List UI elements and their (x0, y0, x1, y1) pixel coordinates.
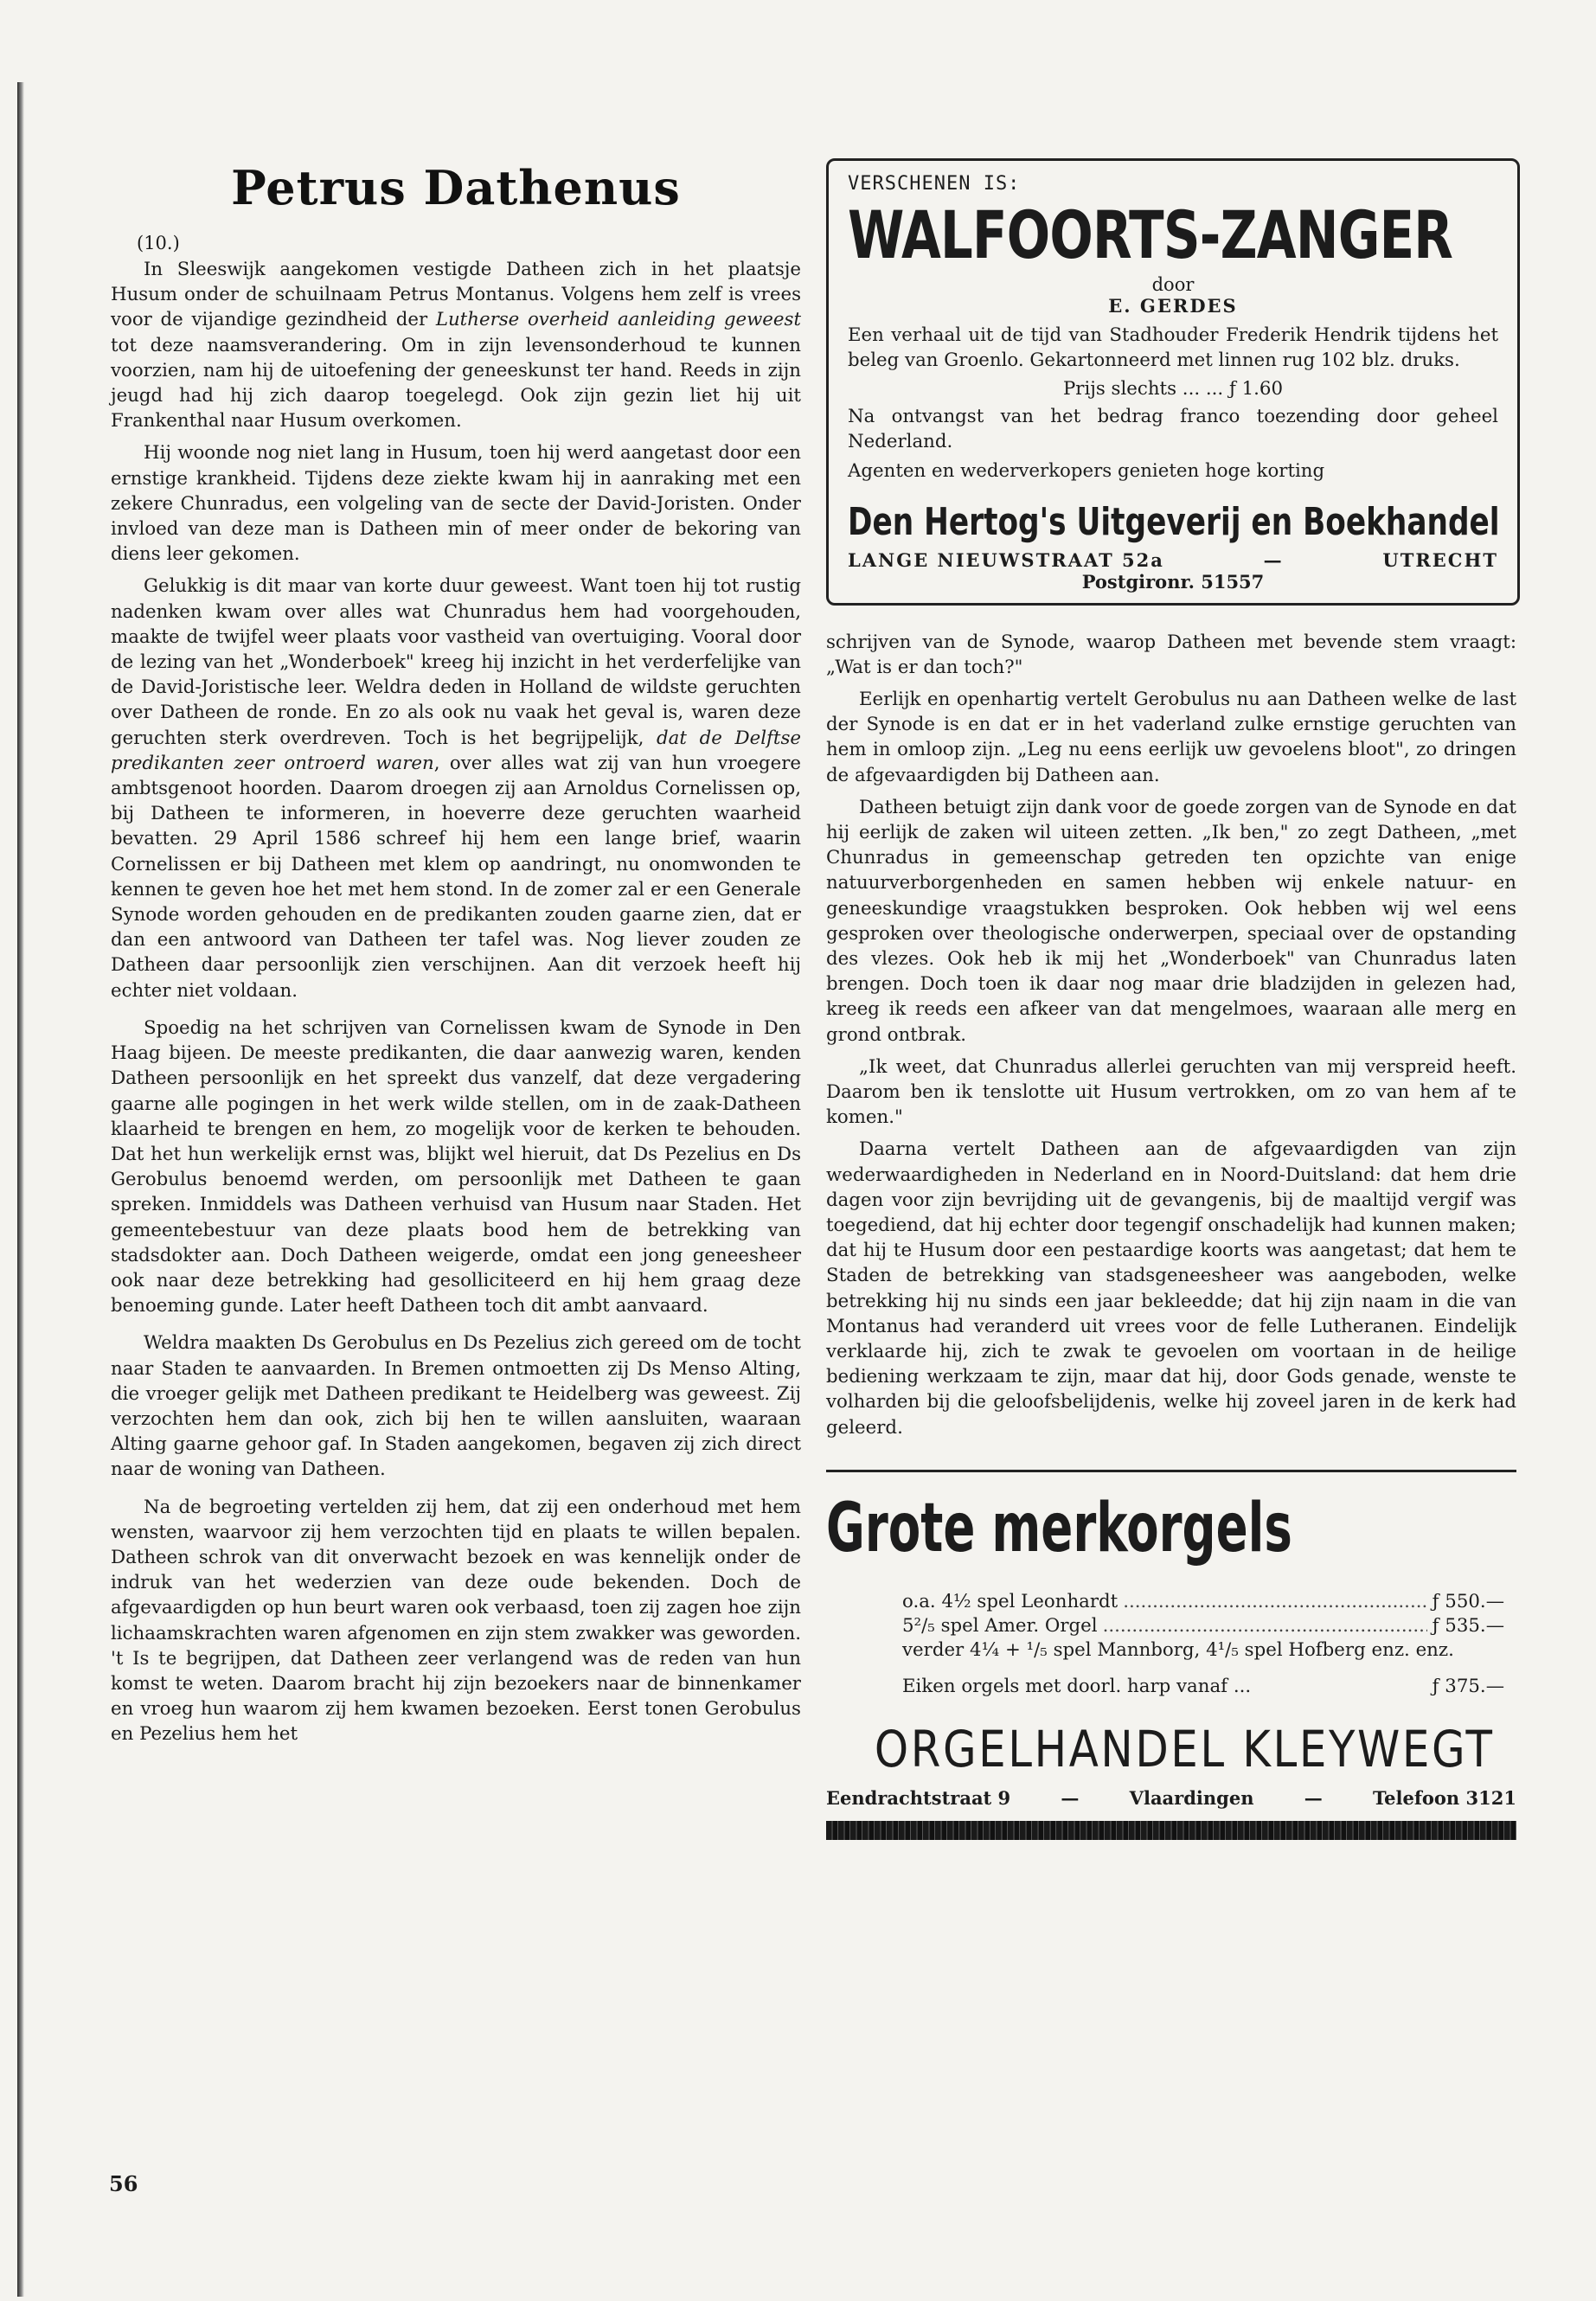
organ-ad-title: Grote merkorgels (826, 1489, 1292, 1567)
divider (826, 1470, 1516, 1472)
left-column (111, 160, 801, 1754)
paragraph: Weldra maakten Ds Gerobulus en Ds Pezelius zich gereed om de tocht naar Staden te aanvaarden. In Bremen ontmoetten zij Ds Menso Alting, die vroeger gelijk met Datheen predikant te Heidelberg was geweest. Zij verzochten hem dan ook, zich bij hen te willen aansluiten, waaraan Alting gaarne gehoor gaf. In Staden aangekomen, begaven zij zich direct naar de woning van Datheen. (111, 1332, 801, 1481)
organ-offer-list (902, 1590, 1504, 1699)
right-text (826, 630, 1516, 1440)
organ-advertisement (826, 1490, 1516, 1840)
publisher-street: LANGE NIEUWSTRAAT 52a (848, 548, 1164, 571)
paragraph: Hij woonde nog niet lang in Husum, toen hij werd aangetast door een ernstige krankheid. Tijdens deze ziekte kwam hij in aanraking met een zekere Chunradus, een volgeling van de secte der David-Joristen. Onder invloed van deze man is Datheen min of meer onder de bekoring van diens leer gekomen. (111, 442, 801, 566)
page-number: 56 (109, 2171, 138, 2196)
publisher-giro: Postgironr. 51557 (1081, 570, 1265, 593)
paragraph: Gelukkig is dit maar van korte duur geweest. Want toen hij tot rustig nadenken kwam over alles wat Chunradus hem had voorgehouden, maakte de twijfel weer plaats voor vastheid van overtuiging. Vooral door de lezing van het „Wonderboek" kreeg hij inzicht in het verderfelijke van de David-Joristische leer. Weldra deden in Holland de wildste geruchten over Datheen de ronde. En zo als ook nu vaak het geval is, waren deze geruchten sterk overdreven. Toch is het begrijpelijk, dat de Delftse predikanten zeer ontroerd waren, over alles wat zij van hun vroegere ambtsgenoot hoorden. Daarom droegen zij aan Arnoldus Cornelissen op, bij Datheen te informeren, in hoeverre deze geruchten waarheid bevatten. 29 April 1586 schreef hij hem een lange brief, waarin Cornelissen er bij Datheen met klem op aandringt, nu onomwonden te kennen te geven hoe het met hem stond. In de zomer zal er een Generale Synode worden gehouden en de predikanten zouden gaarne zien, dat er dan een antwoord van Datheen ter tafel was. Nog liever zouden ze Datheen daar persoonlijk zien verschijnen. Aan dit verzoek heeft hij echter niet voldaan. (111, 575, 801, 1002)
list-item: 5²/₅ spel Amer. Orgel ..... ƒ 535.— (902, 1614, 1504, 1638)
agents-note: Agenten en wederverkopers genieten hoge korting (848, 460, 1325, 482)
dealer-contact: Eendrachtstraat 9 — Vlaardingen — Telefoon 3121 (826, 1786, 1516, 1809)
publisher-name: Den Hertog's Uitgeverij en Boekhandel (848, 499, 1500, 544)
paragraph: Spoedig na het schrijven van Cornelissen kwam de Synode in Den Haag bijeen. De meeste predikanten, die daar aanwezig waren, kenden Datheen persoonlijk en het spreekt dus vanzelf, dat deze vergadering gaarne alle pogingen in het werk wilde stellen, om in de zaak-Datheen klaarheid te brengen en hem, zo mogelijk voor de kerken te behouden. Dat het hun werkelijk ernst was, blijkt wel hieruit, dat Ds Pezelius en Ds Gerobulus benoemd werden, om persoonlijk met Datheen te gaan spreken. Inmiddels was Datheen verhuisd van Husum naar Staden. Het gemeentebestuur van deze plaats bood hem de betrekking van stadsdokter aan. Doch Datheen weigerde, omdat een jong geneesheer ook naar deze betrekking had gesolliciteerd en hij hem graag deze benoeming gunde. Later heeft Datheen toch dit ambt aanvaard. (111, 1016, 801, 1317)
list-item: o.a. 4½ spel Leonhardt ..... ƒ 550.— (902, 1590, 1504, 1614)
dealer-address: Eendrachtstraat 9 (826, 1786, 1011, 1809)
address-separator: — (1263, 548, 1284, 571)
publisher-city: UTRECHT (1382, 548, 1498, 571)
decorative-bar (826, 1821, 1516, 1840)
paragraph: Na de begroeting vertelden zij hem, dat zij een onderhoud met hem wensten, waarvoor zij hem verzochten tijd en plaats te willen bepalen. Datheen schrok van dit onverwacht bezoek en was kennelijk onder de indruk van het wederzien van deze oude bekenden. Doch de afgevaardigden op hun beurt waren ook verbaasd, toen zij zagen hoe zijn lichaamskrachten waren afgenomen en zijn stem zwakker was geworden. 't Is te begrijpen, dat Datheen zeer verlangend was de reden van hun komst te weten. Daarom bracht hij zijn bezoekers naar de binnenkamer en vroeg hun waarom zij hem kwamen bezoeken. Eerst tonen Gerobulus en Pezelius hem het (111, 1496, 801, 1746)
book-description: Een verhaal uit de tijd van Stadhouder Frederik Hendrik tijdens het beleg van Groenlo. Gekartonneerd met linnen rug 102 blz. druks. (848, 324, 1498, 371)
paragraph: Eerlijk en openhartig vertelt Gerobulus nu aan Datheen welke de last der Synode is en dat er in het vaderland zulke ernstige geruchten van hem in omloop zijn. „Leg nu eens eerlijk uw gevoelens bloot", zo dringen de afgevaardigden bij Datheen aan. (826, 688, 1516, 786)
paragraph: schrijven van de Synode, waarop Datheen met bevende stem vraagt: „Wat is er dan toch?" (826, 631, 1516, 678)
dealer-name: ORGELHANDEL KLEYWEGT (874, 1719, 1495, 1779)
dealer-phone: Telefoon 3121 (1372, 1786, 1516, 1809)
page-edge-shadow (17, 82, 24, 2297)
book-price: Prijs slechts ... ... ƒ 1.60 (1062, 378, 1284, 400)
list-item: Eiken orgels met doorl. harp vanaf ... ƒ 375.— (902, 1675, 1504, 1697)
paragraph: „Ik weet, dat Chunradus allerlei geruchten van mij verspreid heeft. Daarom ben ik tenslotte uit Husum vertrokken, om zo van hem af te komen." (826, 1055, 1516, 1129)
ad-intro: VERSCHENEN IS: (848, 173, 1021, 195)
book-advertisement (826, 158, 1520, 606)
right-column (826, 158, 1516, 1840)
list-item: verder 4¼ + ¹/₅ spel Mannborg, 4¹/₅ spel Hofberg enz. enz. (902, 1638, 1454, 1661)
paragraph: Daarna vertelt Datheen aan de afgevaardigden van zijn wederwaardigheden in Nederland en in Noord-Duitsland: dat hem drie dagen voor zijn bevrijding uit de gevangenis, bij de maaltijd vergif was toegediend, dat hij echter door tegengif onschadelijk had kunnen maken; dat hij te Husum door een pestaardige koorts was aangetast; dat hem te Staden de betrekking van stadsgeneesheer was aangeboden, welke betrekking hij nu sinds een jaar bekleedde; dat hij zijn naam in die van Montanus had veranderd uit vrees voor de felle Lutheranen. Eindelijk verklaarde hij, zich te zwak te gevoelen om voortaan in de heilige bediening werkzaam te zijn, maar dat hij, door Gods genade, wenste te volharden bij die geloofsbelijdenis, welke hij zoveel jaren in de kerk had geleerd. (826, 1138, 1516, 1439)
paragraph: In Sleeswijk aangekomen vestigde Datheen zich in het plaatsje Husum onder de schuilnaam Petrus Montanus. Volgens hem zelf is vrees voor de vijandige gezindheid der Lutherse overheid aanleiding geweest tot deze naamsverandering. Om in zijn levensonderhoud te kunnen voorzien, nam hij de uitoefening der geneeskunst ter hand. Reeds in zijn jeugd had hij zich daarop toegelegd. Ook zijn gezin liet hij uit Frankenthal naar Husum overkomen. (111, 259, 802, 433)
article-title: Petrus Dathenus (231, 160, 681, 215)
shipping-note: Na ontvangst van het bedrag franco toezending door geheel Nederland. (848, 406, 1498, 452)
installment-number: (10.) (137, 233, 180, 253)
publisher-address (848, 549, 1498, 571)
book-author: E. GERDES (1108, 295, 1238, 317)
book-title: WALFOORTS-ZANGER (848, 196, 1453, 273)
dealer-city: Vlaardingen (1129, 1786, 1254, 1809)
by-label: door (1151, 274, 1195, 295)
paragraph: Datheen betuigt zijn dank voor de goede zorgen van de Synode en dat hij eerlijk de zaken wil uiteen zetten. „Ik ben," zo zegt Datheen, „met Chunradus in gemeenschap getreden ten opzichte van enige natuurverborgenheden en samen hebben wij enkele natuur- en geneeskundige vraagstukken besproken. Ook hebben wij wel eens gesproken over theologische onderwerpen, speciaal over de opstanding des vlezes. Ook heb ik mij het „Wonderboek" van Chunradus laten brengen. Doch toen ik daar nog maar drie bladzijden in gelezen had, kreeg ik reeds een afkeer van dat mengelmoes, waaraan alle merg en grond ontbrak. (826, 796, 1516, 1046)
